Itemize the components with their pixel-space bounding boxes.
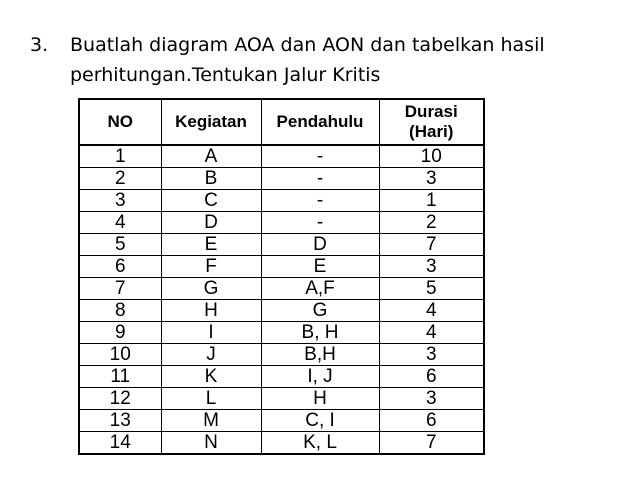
cell-kegiatan: L [161, 388, 261, 410]
table-row [79, 145, 484, 168]
table-row [79, 300, 484, 322]
cell-durasi: 5 [379, 278, 484, 300]
table-row [79, 278, 484, 300]
table-header-row [79, 99, 484, 145]
cell-kegiatan: K [161, 366, 261, 388]
table-row [79, 234, 484, 256]
header-durasi-line1: Durasi [404, 102, 458, 121]
cell-kegiatan: I [161, 322, 261, 344]
table-row [79, 366, 484, 388]
cell-no: 13 [79, 410, 161, 432]
cell-no: 3 [79, 190, 161, 212]
cell-no: 2 [79, 168, 161, 190]
header-durasi [379, 99, 484, 145]
header-durasi-line2: (Hari) [409, 122, 454, 141]
cell-kegiatan: E [161, 234, 261, 256]
cell-durasi: 4 [379, 322, 484, 344]
cell-kegiatan: G [161, 278, 261, 300]
question-line-1: Buatlah diagram AOA dan AON dan tabelkan hasil [70, 34, 545, 56]
cell-pendahulu: G [261, 300, 379, 322]
question-text [30, 30, 620, 90]
cell-no: 6 [79, 256, 161, 278]
cell-durasi: 3 [379, 168, 484, 190]
cell-pendahulu: - [261, 212, 379, 234]
table-row [79, 168, 484, 190]
cell-pendahulu: D [261, 234, 379, 256]
table-row [79, 322, 484, 344]
cell-pendahulu: - [261, 190, 379, 212]
cell-no: 9 [79, 322, 161, 344]
cell-no: 10 [79, 344, 161, 366]
table-row [79, 410, 484, 432]
cell-kegiatan: D [161, 212, 261, 234]
cell-no: 7 [79, 278, 161, 300]
cell-kegiatan: M [161, 410, 261, 432]
cell-no: 4 [79, 212, 161, 234]
cell-kegiatan: J [161, 344, 261, 366]
cell-no: 12 [79, 388, 161, 410]
cell-pendahulu: B, H [261, 322, 379, 344]
cell-no: 1 [79, 145, 161, 168]
cell-durasi: 3 [379, 256, 484, 278]
cell-durasi: 6 [379, 366, 484, 388]
cell-pendahulu: K, L [261, 432, 379, 455]
cell-durasi: 7 [379, 432, 484, 455]
cell-pendahulu: B,H [261, 344, 379, 366]
cell-pendahulu: - [261, 145, 379, 168]
table-row [79, 388, 484, 410]
cell-no: 5 [79, 234, 161, 256]
header-kegiatan: Kegiatan [161, 99, 261, 145]
cell-durasi: 7 [379, 234, 484, 256]
cell-pendahulu: - [261, 168, 379, 190]
table-row [79, 212, 484, 234]
table-row [79, 190, 484, 212]
cell-durasi: 2 [379, 212, 484, 234]
cell-durasi: 1 [379, 190, 484, 212]
cell-durasi: 10 [379, 145, 484, 168]
activity-table [78, 98, 485, 455]
cell-durasi: 3 [379, 388, 484, 410]
cell-pendahulu: E [261, 256, 379, 278]
cell-pendahulu: I, J [261, 366, 379, 388]
table-body [79, 145, 484, 454]
header-no: NO [79, 99, 161, 145]
table-row [79, 432, 484, 455]
question-line-2: perhitungan.Tentukan Jalur Kritis [70, 64, 381, 86]
cell-durasi: 3 [379, 344, 484, 366]
cell-durasi: 4 [379, 300, 484, 322]
cell-no: 14 [79, 432, 161, 455]
cell-pendahulu: C, I [261, 410, 379, 432]
cell-durasi: 6 [379, 410, 484, 432]
cell-kegiatan: A [161, 145, 261, 168]
cell-kegiatan: C [161, 190, 261, 212]
header-pendahulu: Pendahulu [261, 99, 379, 145]
cell-no: 8 [79, 300, 161, 322]
cell-pendahulu: H [261, 388, 379, 410]
cell-pendahulu: A,F [261, 278, 379, 300]
cell-no: 11 [79, 366, 161, 388]
cell-kegiatan: H [161, 300, 261, 322]
cell-kegiatan: N [161, 432, 261, 455]
cell-kegiatan: F [161, 256, 261, 278]
cell-kegiatan: B [161, 168, 261, 190]
table-row [79, 344, 484, 366]
question-number: 3. [30, 34, 49, 56]
table-row [79, 256, 484, 278]
